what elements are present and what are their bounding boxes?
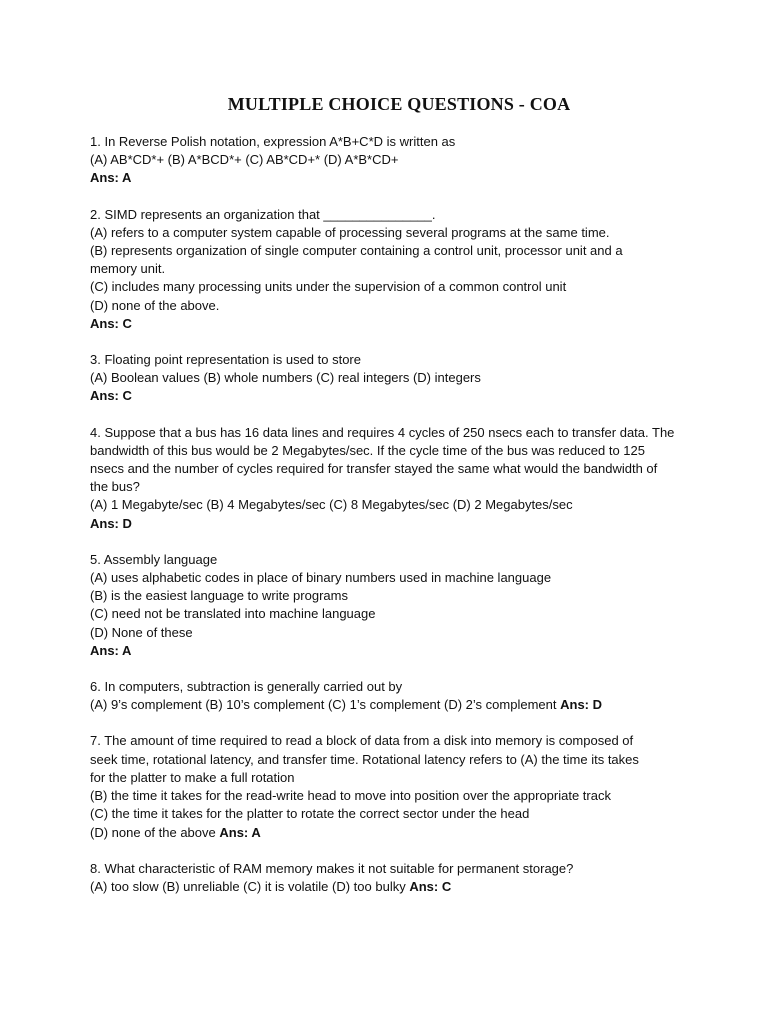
answer: Ans: D [560, 697, 602, 713]
question-option: (B) the time it takes for the read-write head to move into position over the appropriate track [90, 788, 611, 804]
question-options [90, 878, 708, 896]
question-option: (A) refers to a computer system capable of processing several programs at the same time. [90, 224, 610, 240]
question-option: (A) uses alphabetic codes in place of binary numbers used in machine language [90, 570, 552, 586]
question-options: (A) 1 Megabyte/sec (B) 4 Megabytes/sec (C) 8 Megabytes/sec (D) 2 Megabytes/sec [90, 497, 573, 513]
answer: Ans: C [90, 388, 132, 404]
question-option: (D) None of these [90, 624, 193, 640]
question-option: memory unit. [90, 261, 166, 277]
question-7 [90, 732, 708, 841]
answer: Ans: D [90, 515, 132, 531]
question-text: for the platter to make a full rotation [90, 769, 295, 785]
question-option: (C) the time it takes for the platter to rotate the correct sector under the head [90, 806, 530, 822]
question-text: seek time, rotational latency, and transfer time. Rotational latency refers to (A) the time its takes [90, 751, 639, 767]
question-text: 2. SIMD represents an organization that _______________. [90, 206, 436, 222]
question-text: 6. In computers, subtraction is generally carried out by [90, 679, 403, 695]
answer: Ans: C [409, 878, 452, 894]
answer: Ans: A [90, 642, 132, 658]
question-8 [90, 860, 708, 896]
question-text: 8. What characteristic of RAM memory makes it not suitable for permanent storage? [90, 860, 574, 876]
options-text: (A) too slow (B) unreliable (C) it is volatile (D) too bulky [90, 878, 406, 894]
question-options: (A) AB*CD*+ (B) A*BCD*+ (C) AB*CD+* (D) A*B*CD+ [90, 152, 399, 168]
options-text: (D) none of the above [90, 824, 216, 840]
question-text: nsecs and the number of cycles required for transfer stayed the same what would the bandwidth of [90, 461, 658, 477]
question-option [90, 824, 708, 842]
question-text: the bus? [90, 479, 140, 495]
question-option: (D) none of the above. [90, 297, 220, 313]
question-text: 1. In Reverse Polish notation, expression A*B+C*D is written as [90, 134, 456, 149]
question-option: (C) need not be translated into machine language [90, 606, 376, 622]
document-title: MULTIPLE CHOICE QUESTIONS - COA [227, 94, 571, 114]
question-option: (C) includes many processing units under the supervision of a common control unit [90, 279, 567, 295]
question-text: 4. Suppose that a bus has 16 data lines and requires 4 cycles of 250 nsecs each to transfer data. The [90, 424, 675, 440]
question-1 [90, 133, 708, 188]
question-4 [90, 424, 708, 533]
question-options [90, 696, 708, 714]
question-6 [90, 678, 708, 714]
question-option: (B) is the easiest language to write programs [90, 588, 348, 604]
answer: Ans: A [90, 170, 132, 186]
question-text: 5. Assembly language [90, 551, 218, 567]
question-text: 3. Floating point representation is used to store [90, 352, 361, 368]
answer: Ans: A [219, 824, 261, 840]
question-options: (A) Boolean values (B) whole numbers (C) real integers (D) integers [90, 370, 481, 386]
question-3 [90, 351, 708, 406]
question-text: bandwidth of this bus would be 2 Megabytes/sec. If the cycle time of the bus was reduced to 125 [90, 442, 645, 458]
question-5 [90, 551, 708, 660]
answer: Ans: C [90, 315, 132, 331]
question-option: (B) represents organization of single computer containing a control unit, processor unit and a [90, 243, 623, 259]
question-2 [90, 206, 708, 333]
options-text: (A) 9’s complement (B) 10’s complement (C) 1’s complement (D) 2’s complement [90, 697, 557, 713]
question-text: 7. The amount of time required to read a block of data from a disk into memory is composed of [90, 733, 634, 749]
